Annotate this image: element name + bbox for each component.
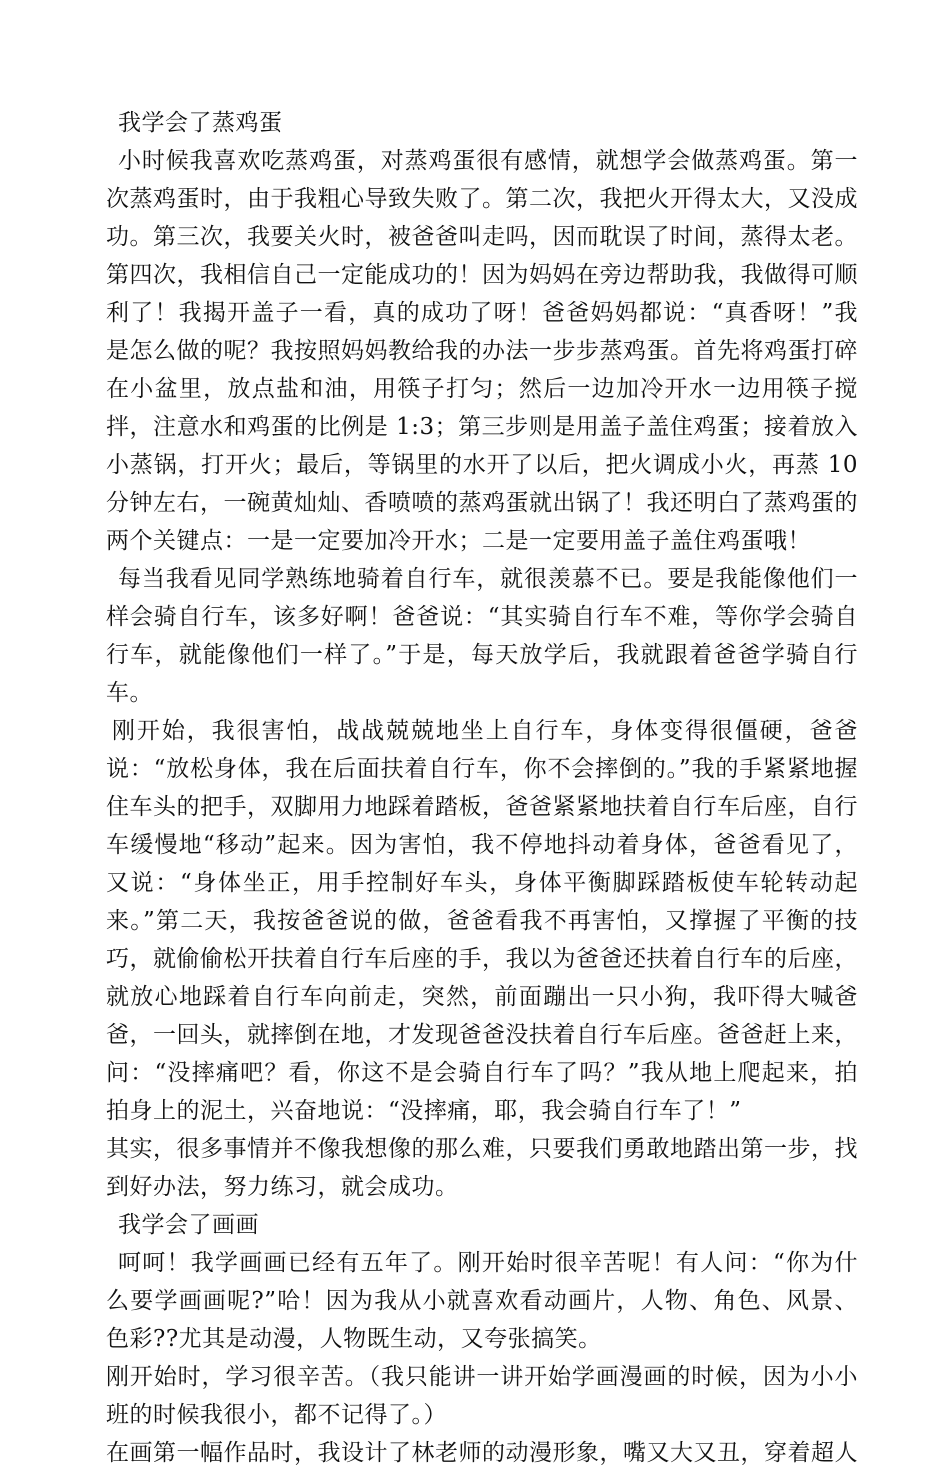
paragraph: 刚开始时，学习很辛苦。（我只能讲一讲开始学画漫画的时候，因为小小班的时候我很小，都不记得了。） [106, 1364, 858, 1428]
paragraph: 刚开始，我很害怕，战战兢兢地坐上自行车，身体变得很僵硬，爸爸说：“放松身体，我在后面扶着自行车，你不会摔倒的。”我的手紧紧地握住车头的把手，双脚用力地踩着踏板，爸爸紧紧地扶着自行车后座，自行车缓慢地“移动”起来。因为害怕，我不停地抖动着身体，爸爸看见了，又说：“身体坐正，用手控制好车头，身体平衡脚踩踏板使车轮转动起来。”第二天，我按爸爸说的做，爸爸看我不再害怕，又撑握了平衡的技巧，就偷偷松开扶着自行车后座的手，我以为爸爸还扶着自行车的后座，就放心地踩着自行车向前走，突然，前面蹦出一只小狗，我吓得大喊爸爸，一回头，就摔倒在地，才发现爸爸没扶着自行车后座。爸爸赶上来，问：“没摔痛吧？看，你这不是会骑自行车了吗？”我从地上爬起来，拍拍身上的泥土，兴奋地说：“没摔痛，耶，我会骑自行车了！” [106, 718, 858, 1124]
essay-title: 我学会了画画 [118, 1212, 259, 1238]
paragraph: 其实，很多事情并不像我想像的那么难，只要我们勇敢地踏出第一步，找到好办法，努力练习，就会成功。 [106, 1136, 858, 1200]
essay-title: 我学会了蒸鸡蛋 [118, 110, 283, 136]
document-body [106, 104, 858, 1472]
paragraph: 呵呵！我学画画已经有五年了。刚开始时很辛苦呢！有人问：“你为什么要学画画呢?”哈！因为我从小就喜欢看动画片，人物、角色、风景、色彩??尤其是动漫，人物既生动，又夸张搞笑。 [106, 1250, 858, 1352]
paragraph: 在画第一幅作品时，我设计了林老师的动漫形象，嘴又大又丑，穿着超人 [106, 1440, 858, 1466]
paragraph: 小时候我喜欢吃蒸鸡蛋，对蒸鸡蛋很有感情，就想学会做蒸鸡蛋。第一次蒸鸡蛋时，由于我粗心导致失败了。第二次，我把火开得太大，又没成功。第三次，我要关火时，被爸爸叫走吗，因而耽误了时间，蒸得太老。第四次，我相信自己一定能成功的！因为妈妈在旁边帮助我，我做得可顺利了！我揭开盖子一看，真的成功了呀！爸爸妈妈都说：“真香呀！”我是怎么做的呢？我按照妈妈教给我的办法一步步蒸鸡蛋。首先将鸡蛋打碎在小盆里，放点盐和油，用筷子打匀；然后一边加冷开水一边用筷子搅拌，注意水和鸡蛋的比例是 1:3；第三步则是用盖子盖住鸡蛋；接着放入小蒸锅，打开火；最后，等锅里的水开了以后，把火调成小火，再蒸 10 分钟左右，一碗黄灿灿、香喷喷的蒸鸡蛋就出锅了！我还明白了蒸鸡蛋的两个关键点：一是一定要加冷开水；二是一定要用盖子盖住鸡蛋哦！ [106, 148, 858, 554]
paragraph: 每当我看见同学熟练地骑着自行车，就很羡慕不已。要是我能像他们一样会骑自行车，该多好啊！爸爸说：“其实骑自行车不难，等你学会骑自行车，就能像他们一样了。”于是，每天放学后，我就跟着爸爸学骑自行车。 [106, 566, 858, 706]
